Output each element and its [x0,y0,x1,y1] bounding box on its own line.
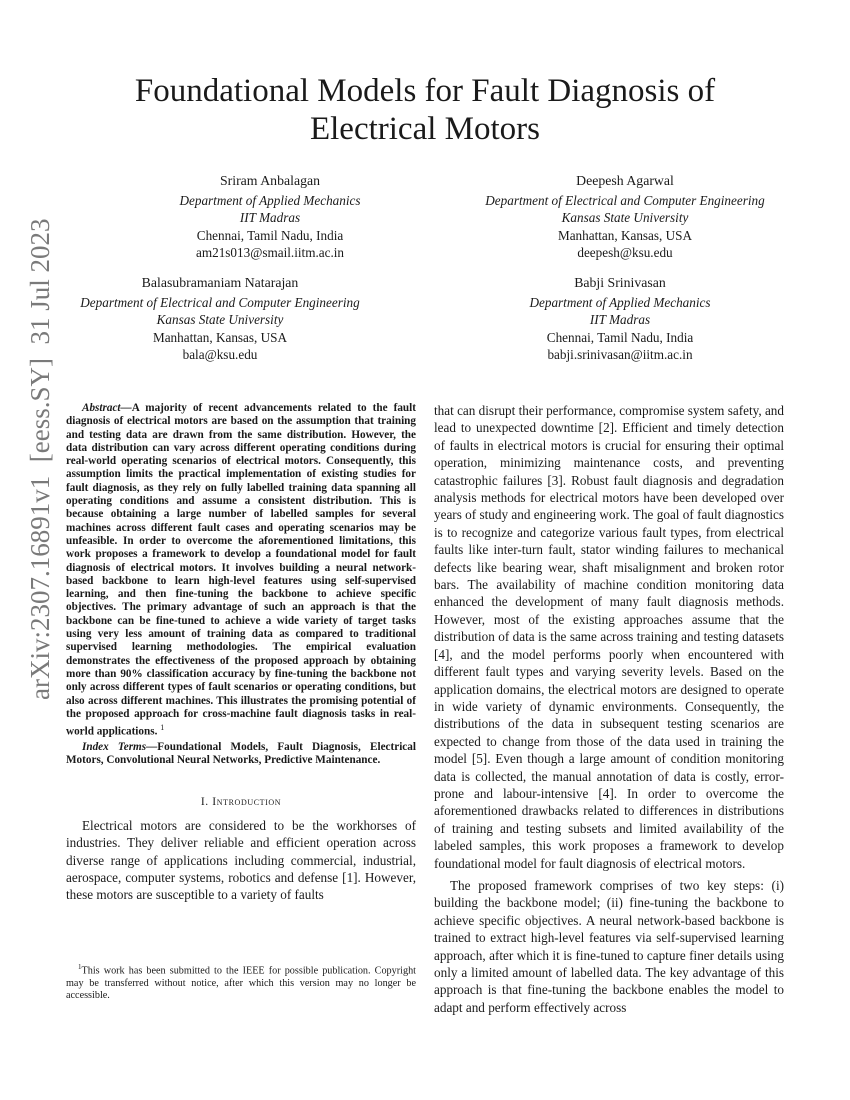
intro-paragraph-right-2: The proposed framework comprises of two key steps: (i) building the backbone model; (ii) fine-tuning the backbone to achieve specific objectives. A neural network-based backbone is trained to extract high-level features via self-supervised learning approach, after which it is fine-tuned to capture finer details using only a limited amount of labelled data. The key advantage of this approach is that fine-tuning the backbone enables the model to adapt and perform effectively across [434,877,784,1015]
author-email: babji.srinivasan@iitm.ac.in [547,347,693,363]
author-block-2 [455,172,795,262]
arxiv-category: [eess.SY] [25,358,55,463]
author-department: Department of Applied Mechanics [529,294,711,310]
author-department: Department of Electrical and Computer Engineering [485,192,765,208]
author-university: Kansas State University [156,312,284,328]
author-block-4 [455,274,785,364]
author-location: Manhattan, Kansas, USA [557,227,693,243]
author-email: am21s013@smail.iitm.ac.in [195,245,345,261]
arxiv-date: 31 Jul 2023 [25,218,55,345]
title-line-1: Foundational Models for Fault Diagnosis of [134,73,716,109]
author-university: Kansas State University [561,210,689,226]
author-location: Chennai, Tamil Nadu, India [196,227,344,243]
section-heading-introduction: I. Introduction [200,794,282,808]
intro-paragraph-right-1: that can disrupt their performance, compromise system safety, and lead to unexpected downtime [2]. Efficient and timely detection of faults in electrical motors is crucial for ensuring their optimal operation, minimizing maintenance costs, and preventing catastrophic failures [3]. Robust fault diagnosis and degradation analysis methods for electrical motors have been developed over years of study and engineering work. The goal of fault diagnostics is to recognize and categorize various fault types, from electrical faults like inter-turn fault, stator winding failures to mechanical defects like bearing wear, shaft misalignment and broken rotor bars. The availability of machine condition monitoring data enhanced the development of many fault diagnosis methods. However, most of the existing approaches assume that the distribution of data is the same across training and testing datasets [4], and the model performs poorly when encountered with different fault types and varying severity levels. Based on the application domains, the electrical motors are designed to operate in wide variety of dynamic environments. Consequently, the distributions of the data in subsequent testing scenarios are expected to change from those of the data used in training the model [5]. Even though a large amount of condition monitoring data is collected, the manual annotation of data is costly, error-prone and labour-intensive [4]. In order to overcome the aforementioned drawbacks related to differences in distributions of training and testing subsets and limited availability of the labeled samples, this work proposes a framework to develop foundational model for fault diagnosis of electrical motors. [434,403,784,871]
author-name: Sriram Anbalagan [219,173,320,188]
footnote [66,961,416,1003]
author-university: IIT Madras [239,210,301,226]
author-name: Babji Srinivasan [574,275,666,290]
author-block-3 [55,274,385,364]
intro-paragraph-left: Electrical motors are considered to be the workhorses of industries. They deliver reliable and efficient operation across diverse range of applications including commercial, industrial, aerospace, computer systems, robotics and defense [1]. However, these motors are susceptible to a variety of faults [66,817,416,903]
index-terms-label: Index Terms— [82,741,158,754]
arxiv-id: arXiv:2307.16891v1 [25,475,55,700]
right-column [434,402,784,1016]
author-email: bala@ksu.edu [182,347,258,363]
author-name: Balasubramaniam Natarajan [141,275,299,290]
paper-title [90,72,760,148]
author-department: Department of Applied Mechanics [179,192,361,208]
author-name: Deepesh Agarwal [576,173,674,188]
author-location: Chennai, Tamil Nadu, India [546,329,694,345]
abstract-footnote-mark: 1 [160,723,165,733]
author-email: deepesh@ksu.edu [577,245,673,261]
title-line-2: Electrical Motors [309,111,540,147]
abstract [66,402,416,739]
author-university: IIT Madras [589,312,651,328]
index-terms [66,741,416,768]
footnote-mark: 1 [78,963,82,971]
author-block-1 [150,172,390,262]
footnote-text: This work has been submitted to the IEEE for possible publication. Copyright may be transferred without notice, after which this version may no longer be accessible. [66,965,416,1002]
abstract-text: A majority of recent advancements related to the fault diagnosis of electrical motors are based on the assumption that training and testing data are drawn from the same distribution. However, the data distribution can vary across different operating conditions during real-world operating scenarios of electrical motors. Consequently, this assumption limits the practical implementation of existing studies for fault diagnosis, as they rely on fully labelled training data spanning all operating conditions and assume a consistent distribution. This is because obtaining a large number of labelled samples for several machines across different fault cases and operating scenarios may be unfeasible. In order to overcome the aforementioned limitations, this work proposes a framework to develop a foundational model for fault diagnosis of electrical motors. It involves building a neural network-based backbone to learn high-level features using self-supervised learning, and then fine-tuning the backbone to achieve specific objectives. The primary advantage of such an approach is that the backbone can be fine-tuned to achieve a wide variety of target tasks using very less amount of training data as compared to traditional supervised learning methodologies. The empirical evaluation demonstrates the effectiveness of the proposed approach by obtaining more than 90% classification accuracy by fine-tuning the backbone not only across different types of fault scenarios or operating conditions, but also across different machines. This illustrates the promising potential of the proposed approach for cross-machine fault diagnosis tasks in real-world applications. [66,402,416,738]
author-department: Department of Electrical and Computer Engineering [80,294,360,310]
index-terms-text: Foundational Models, Fault Diagnosis, Electrical Motors, Convolutional Neural Networks, Predictive Maintenance. [66,741,416,767]
abstract-label: Abstract— [82,402,132,414]
left-column [66,402,416,904]
author-location: Manhattan, Kansas, USA [152,329,288,345]
